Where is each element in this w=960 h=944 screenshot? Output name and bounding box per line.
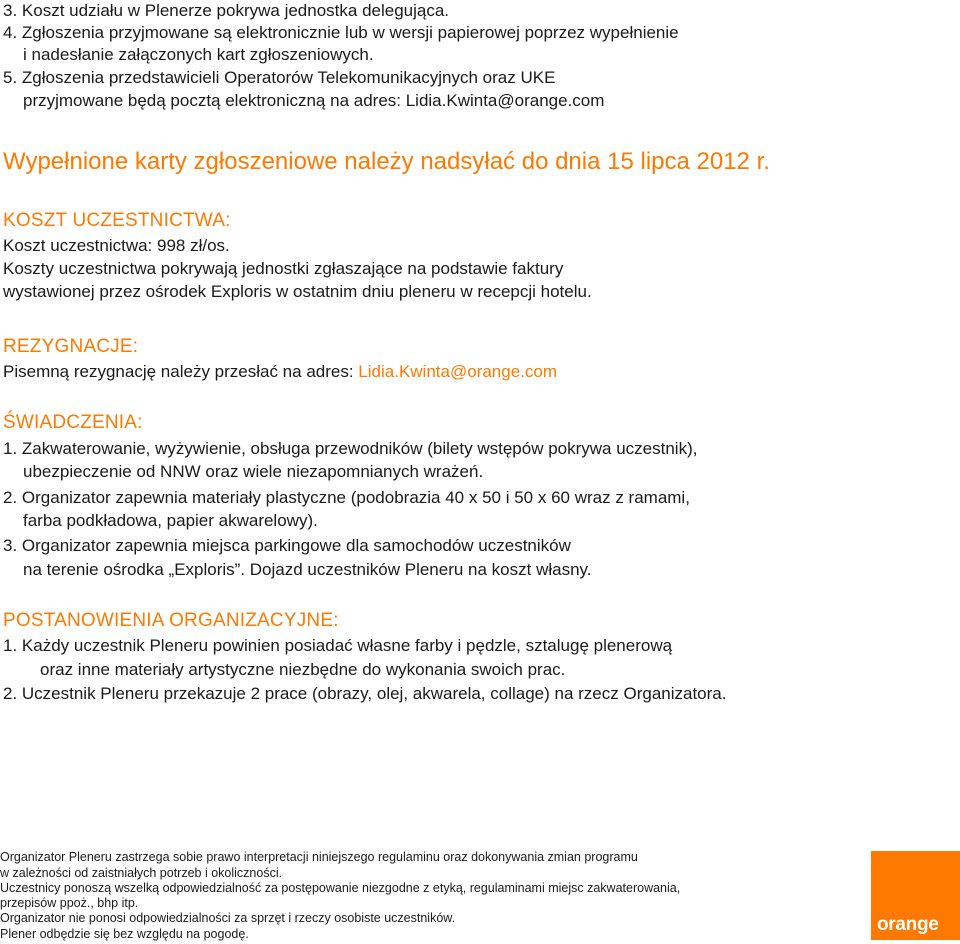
intro-item-3: 3. Koszt udziału w Plenerze pokrywa jednostka delegująca. — [3, 1, 450, 20]
rules-item-2: 2. Uczestnik Pleneru przekazuje 2 prace (obrazy, olej, akwarela, collage) na rzecz Organizatora. — [3, 684, 727, 703]
footer-line-5: Organizator nie ponosi odpowiedzialności za sprzęt i rzeczy osobiste uczestników. — [0, 911, 456, 925]
benefits-heading: ŚWIADCZENIA: — [3, 412, 143, 433]
footer-line-2: w zależności od zaistniałych potrzeb i okoliczności. — [0, 866, 283, 880]
cost-amount: Koszt uczestnictwa: 998 zł/os. — [3, 236, 230, 255]
benefits-item-3: 3. Organizator zapewnia miejsca parkingowe dla samochodów uczestników — [3, 536, 571, 555]
intro-item-4: 4. Zgłoszenia przyjmowane są elektronicznie lub w wersji papierowej poprzez wypełnienie — [3, 23, 679, 42]
footer-line-6: Plener odbędzie się bez względu na pogodę. — [0, 927, 249, 941]
resignation-label: Pisemną rezygnację należy przesłać na adres: — [3, 362, 359, 381]
footer-line-1: Organizator Pleneru zastrzega sobie prawo interpretacji niniejszego regulaminu oraz dokonywania zmian programu — [0, 850, 638, 864]
footer-line-4: przepisów ppoż., bhp itp. — [0, 896, 139, 910]
rules-item-1: 1. Każdy uczestnik Pleneru powinien posiadać własne farby i pędzle, sztalugę plenerową — [3, 636, 673, 655]
resignation-heading: REZYGNACJE: — [3, 336, 139, 357]
rules-heading: POSTANOWIENIA ORGANIZACYJNE: — [3, 610, 339, 631]
intro-item-5-cont: przyjmowane będą pocztą elektroniczną na adres: Lidia.Kwinta@orange.com — [23, 91, 605, 110]
orange-logo — [871, 851, 960, 940]
resignation-email-link[interactable]: Lidia.Kwinta@orange.com — [358, 362, 557, 381]
resignation-text — [3, 361, 557, 383]
footer-line-3: Uczestnicy ponoszą wszelką odpowiedzialność za postępowanie niezgodne z etyką, regulaminami miejsc zakwaterowania, — [0, 881, 681, 895]
benefits-item-2: 2. Organizator zapewnia materiały plastyczne (podobrazia 40 x 50 i 50 x 60 wraz z ramami, — [3, 488, 690, 507]
benefits-item-3-cont: na terenie ośrodka „Exploris”. Dojazd uczestników Pleneru na koszt własny. — [23, 560, 592, 579]
cost-heading: KOSZT UCZESTNICTWA: — [3, 210, 231, 231]
cost-detail-2: wystawionej przez ośrodek Exploris w ostatnim dniu pleneru w recepcji hotelu. — [3, 282, 592, 301]
benefits-item-2-cont: farba podkładowa, papier akwarelowy). — [23, 511, 318, 530]
orange-logo-text: orange — [877, 914, 939, 935]
rules-item-1-cont: oraz inne materiały artystyczne niezbędne do wykonania swoich prac. — [40, 660, 566, 679]
cost-detail-1: Koszty uczestnictwa pokrywają jednostki zgłaszające na podstawie faktury — [3, 259, 564, 278]
benefits-item-1: 1. Zakwaterowanie, wyżywienie, obsługa przewodników (bilety wstępów pokrywa uczestnik), — [3, 439, 698, 458]
intro-item-5: 5. Zgłoszenia przedstawicieli Operatorów Telekomunikacyjnych oraz UKE — [3, 68, 556, 87]
benefits-item-1-cont: ubezpieczenie od NNW oraz wiele niezapomnianych wrażeń. — [23, 462, 484, 481]
deadline-notice: Wypełnione karty zgłoszeniowe należy nadsyłać do dnia 15 lipca 2012 r. — [3, 148, 770, 175]
intro-item-4-cont: i nadesłanie załączonych kart zgłoszeniowych. — [23, 45, 374, 64]
